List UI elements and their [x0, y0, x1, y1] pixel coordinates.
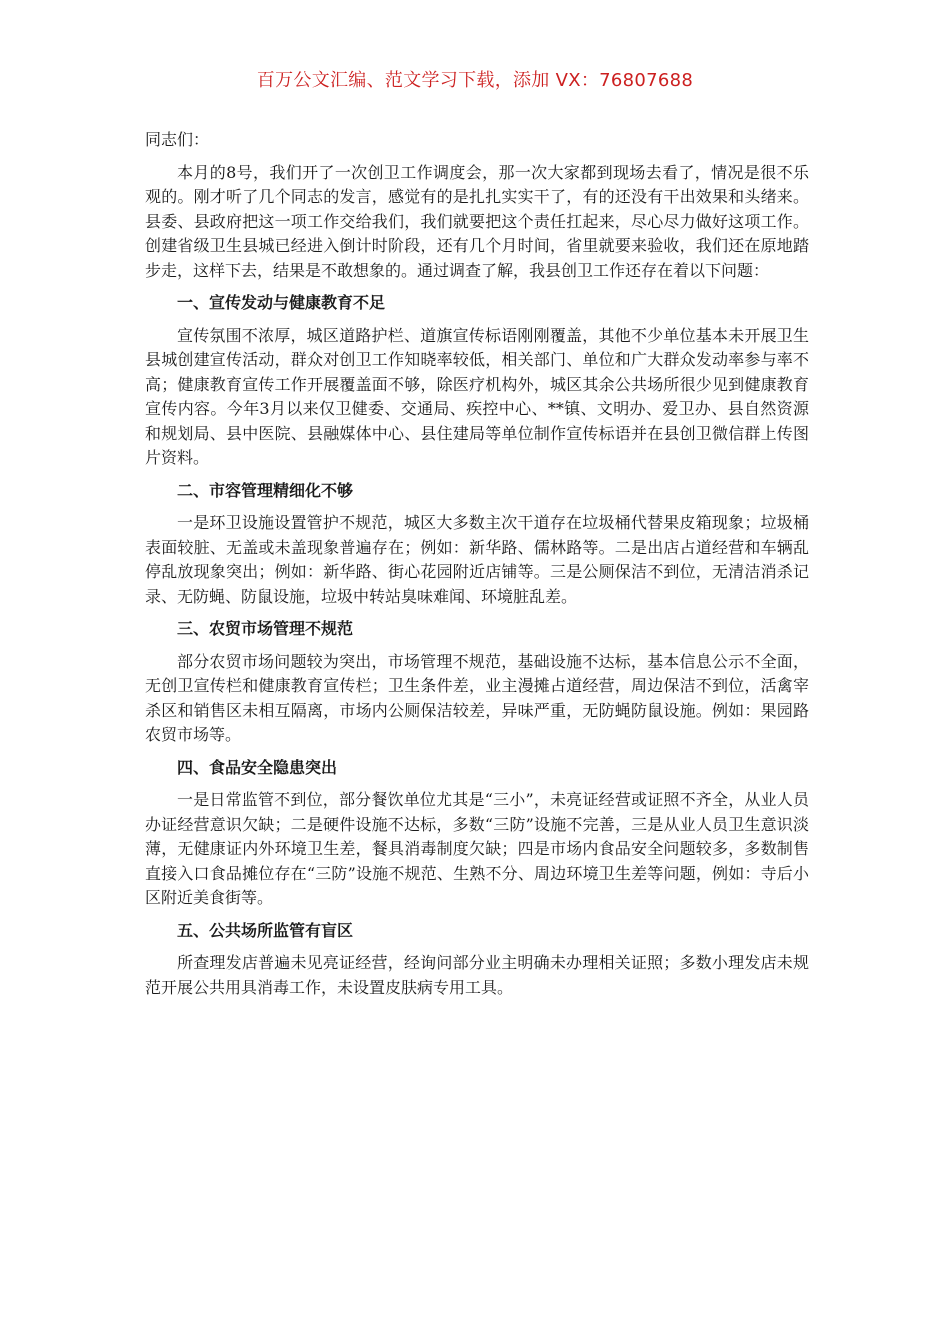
section-heading: 四、食品安全隐患突出 — [177, 757, 338, 777]
section-body: 宣传氛围不浓厚，城区道路护栏、道旗宣传标语刚刚覆盖，其他不少单位基本未开展卫生县城创建宣传活动，群众对创卫工作知晓率较低，相关部门、单位和广大群众发动率参与率不高；健康教育宣传工作开展覆盖面不够，除医疗机构外，城区其余公共场所很少见到健康教育宣传内容。今年3月以来仅卫健委、交通局、疾控中心、**镇、文明办、爱卫办、县自然资源和规划局、县中医院、县融媒体中心、县住建局等单位制作宣传标语并在县创卫微信群上传图片资料。 — [145, 325, 809, 467]
section-heading: 五、公共场所监管有盲区 — [177, 920, 354, 940]
section-heading: 一、宣传发动与健康教育不足 — [177, 293, 386, 312]
section-heading: 三、农贸市场管理不规范 — [177, 619, 354, 638]
header-banner: 百万公文汇编、范文学习下载，添加 VX：76807688 — [256, 70, 694, 91]
section-body: 一是日常监管不到位，部分餐饮单位尤其是“三小”，未亮证经营或证照不齐全，从业人员办证经营意识欠缺；二是硬件设施不达标，多数“三防”设施不完善，三是从业人员卫生意识淡薄，无健康证内外环境卫生差，餐具消毒制度欠缺；四是市场内食品安全问题较多，多数制售直接入口食品摊位存在“三防”设施不规范、生熟不分、周边环境卫生差等问题，例如：寺后小区附近美食街等。 — [145, 790, 809, 907]
section-body: 一是环卫设施设置管护不规范，城区大多数主次干道存在垃圾桶代替果皮箱现象；垃圾桶表面较脏、无盖或未盖现象普遍存在；例如：新华路、儒林路等。二是出店占道经营和车辆乱停乱放现象突出；例如：新华路、街心花园附近店铺等。三是公厕保洁不到位，无清洁消杀记录、无防蝇、防鼠设施，垃圾中转站臭味难闻、环境脏乱差。 — [145, 513, 809, 606]
intro-paragraph: 本月的8号，我们开了一次创卫工作调度会，那一次大家都到现场去看了，情况是很不乐观的。刚才听了几个同志的发言，感觉有的是扎扎实实干了，有的还没有干出效果和头绪来。县委、县政府把这一项工作交给我们，我们就要把这个责任扛起来，尽心尽力做好这项工作。创建省级卫生县城已经进入倒计时阶段，还有几个月时间，省里就要来验收，我们还在原地踏步走，这样下去，结果是不敢想象的。通过调查了解，我县创卫工作还存在着以下问题： — [145, 162, 809, 280]
document-body — [145, 128, 809, 1008]
section-body: 部分农贸市场问题较为突出，市场管理不规范，基础设施不达标，基本信息公示不全面，无创卫宣传栏和健康教育宣传栏；卫生条件差，业主漫摊占道经营，周边保洁不到位，活禽宰杀区和销售区未相互隔离，市场内公厕保洁较差，异味严重，无防蝇防鼠设施。例如：果园路农贸市场等。 — [145, 651, 809, 744]
section-body: 所查理发店普遍未见亮证经营，经询问部分业主明确未办理相关证照；多数小理发店未规范开展公共用具消毒工作，未设置皮肤病专用工具。 — [145, 953, 809, 997]
salutation: 同志们： — [145, 130, 210, 149]
section-heading: 二、市容管理精细化不够 — [177, 480, 354, 500]
